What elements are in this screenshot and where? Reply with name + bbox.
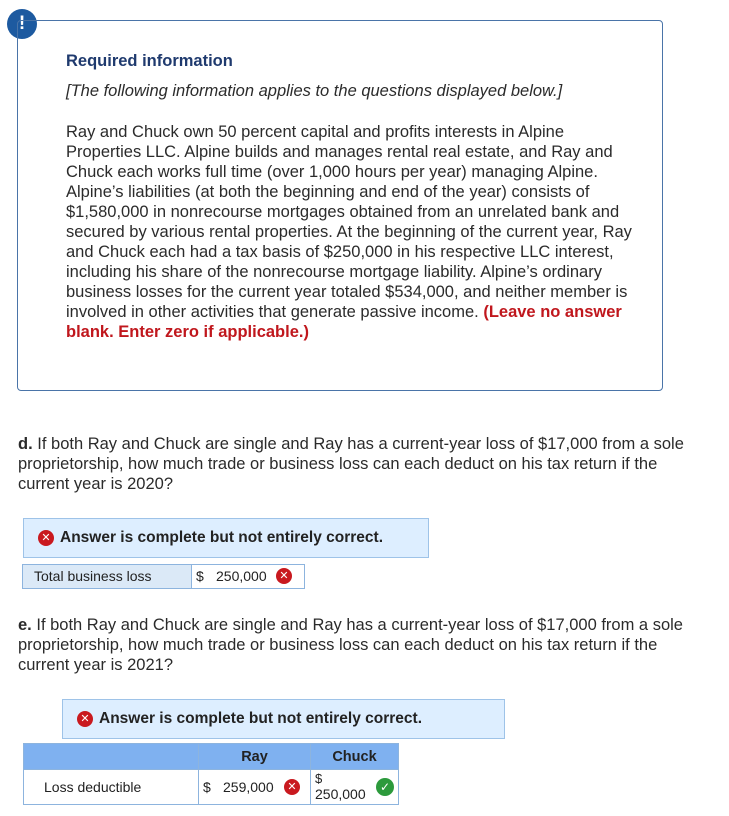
incorrect-icon: ✕ — [38, 530, 54, 546]
answer-row-d — [22, 564, 305, 589]
ray-loss-value — [203, 779, 274, 795]
loss-deductible-label: Loss deductible — [24, 770, 199, 805]
currency-symbol: $ — [203, 779, 211, 795]
incorrect-icon: ✕ — [276, 568, 292, 584]
currency-symbol: $ — [315, 771, 323, 786]
info-body — [66, 122, 636, 342]
question-e — [18, 615, 708, 675]
incorrect-icon: ✕ — [284, 779, 300, 795]
currency-symbol: $ — [196, 568, 204, 584]
table-header-blank — [24, 744, 199, 770]
incorrect-icon: ✕ — [77, 711, 93, 727]
question-d-letter: d. — [18, 435, 33, 453]
feedback-banner-d — [23, 518, 429, 558]
required-info-box — [17, 20, 663, 391]
info-subtitle: [The following information applies to the questions displayed below.] — [66, 82, 563, 100]
total-business-loss-value: 250,000 — [216, 568, 267, 584]
feedback-banner-e — [62, 699, 505, 739]
correct-check-icon: ✓ — [376, 778, 394, 796]
chuck-loss-input[interactable] — [311, 770, 399, 805]
answer-table-e — [23, 743, 399, 805]
total-business-loss-input[interactable] — [192, 564, 305, 589]
table-header-chuck: Chuck — [311, 744, 399, 770]
question-e-letter: e. — [18, 616, 32, 634]
table-header-ray: Ray — [199, 744, 311, 770]
question-e-text: If both Ray and Chuck are single and Ray has a current-year loss of $17,000 from a sole proprietorship, how much trade or business loss can each deduct on his tax return if the current year is 2021? — [18, 616, 683, 674]
question-d — [18, 434, 708, 494]
ray-loss-input[interactable] — [199, 770, 311, 805]
question-d-text: If both Ray and Chuck are single and Ray has a current-year loss of $17,000 from a sole proprietorship, how much trade or business loss can each deduct on his tax return if the current year is 2020? — [18, 435, 684, 493]
table-header-row — [24, 744, 399, 770]
feedback-text-e: Answer is complete but not entirely correct. — [99, 710, 422, 727]
info-emphasis: (Leave no answer blank. Enter zero if applicable.) — [66, 303, 622, 341]
info-body-text: Ray and Chuck own 50 percent capital and profits interests in Alpine Properties LLC. Alpine builds and manages rental real estate, and Ray and Chuck each works full time (over 1,000 hours per year) managing Alpine. Alpine’s liabilities (at both the beginning and end of the year) consists of $1,580,000 in nonrecourse mortgages obtained from an unrelated bank and secured by various rental properties. At the beginning of the current year, Ray and Chuck each had a tax basis of $250,000 in his respective LLC interest, including his share of the nonrecourse mortgage liability. Alpine’s ordinary business losses for the current year totaled $534,000, and neither member is involved in other activities that generate passive income. — [66, 123, 632, 321]
ray-loss-number: 259,000 — [223, 779, 274, 795]
table-row — [24, 770, 399, 805]
total-business-loss-label: Total business loss — [22, 564, 192, 589]
alert-icon: ! — [7, 9, 37, 39]
info-title: Required information — [66, 52, 233, 70]
feedback-text-d: Answer is complete but not entirely correct. — [60, 529, 383, 546]
chuck-loss-number: 250,000 — [315, 786, 366, 802]
